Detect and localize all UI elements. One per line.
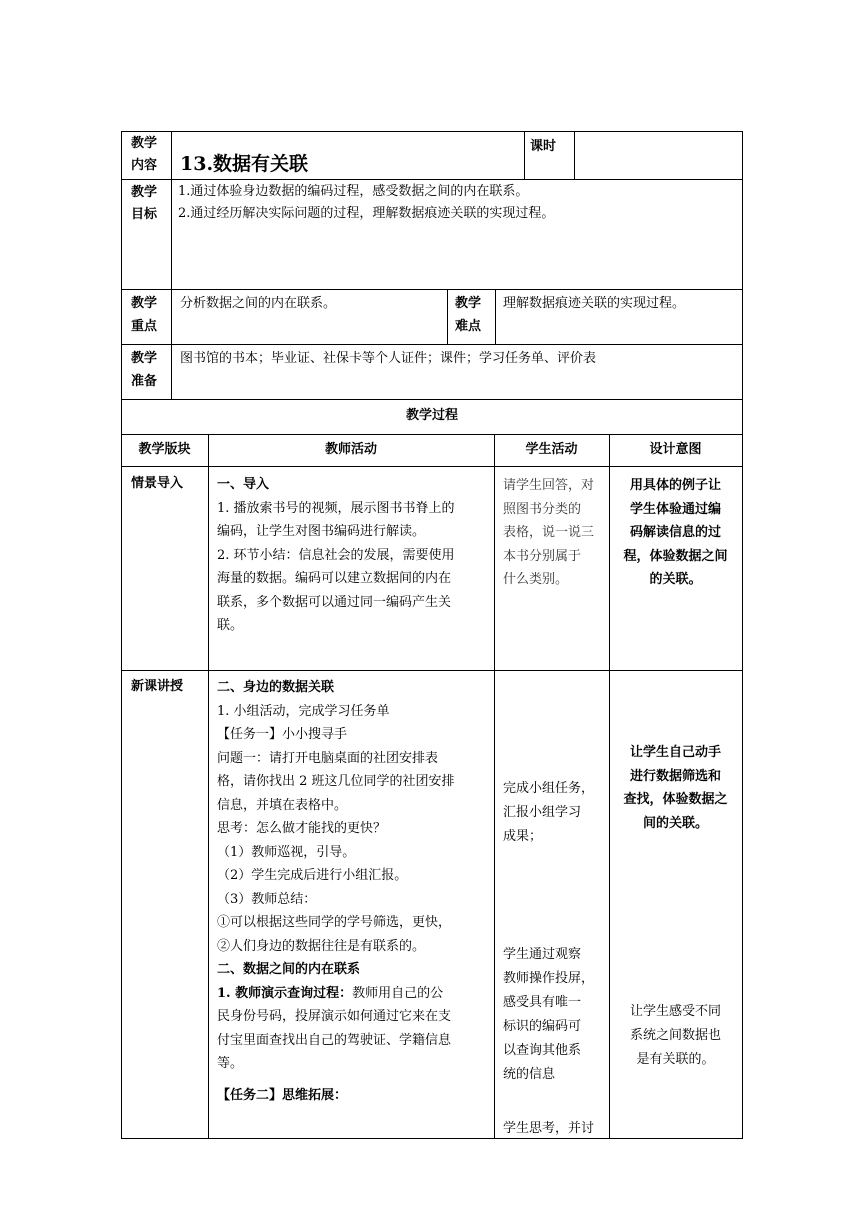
design-intent-intro: 用具体的例子让 学生体验通过编 码解读信息的过 程，体验数据之间 的关联。	[623, 478, 728, 587]
preparation-label: 教学	[131, 351, 158, 366]
difficulty-label: 难点	[455, 319, 482, 334]
student-activity-new-lesson-a: 完成小组任务， 汇报小组学习 成果；	[503, 781, 595, 844]
table-rule	[494, 434, 495, 1138]
column-header-teacher: 教师活动	[324, 442, 377, 457]
key-points-label: 重点	[131, 319, 158, 334]
objective-line: 2.通过经历解决实际问题的过程，理解数据痕迹关联的实现过程。	[178, 206, 555, 221]
table-border-left	[121, 131, 122, 1139]
preparation-label: 准备	[131, 374, 158, 389]
period-label: 课时	[530, 139, 557, 154]
content-label: 内容	[131, 158, 158, 173]
difficulty-text: 理解数据痕迹关联的实现过程。	[503, 296, 686, 311]
table-rule	[121, 466, 743, 467]
table-border-right	[742, 131, 743, 1139]
key-points-text: 分析数据之间的内在联系。	[180, 296, 337, 311]
key-points-label: 教学	[131, 296, 158, 311]
objectives-label: 教学	[131, 185, 158, 200]
section-name-intro: 情景导入	[131, 476, 184, 491]
design-intent-new-lesson-b: 让学生感受不同 系统之间数据也 是有关联的。	[629, 1004, 721, 1067]
objectives-label: 目标	[131, 207, 158, 222]
column-header-intent: 设计意图	[649, 442, 702, 457]
content-label: 教学	[131, 136, 158, 151]
table-rule	[121, 344, 743, 345]
table-rule	[121, 179, 743, 180]
design-intent-new-lesson-a: 让学生自己动手 进行数据筛选和 查找，体验数据之 间的关联。	[623, 745, 728, 831]
column-header-section: 教学版块	[138, 442, 191, 457]
student-activity-new-lesson-c: 学生思考，并讨	[503, 1121, 595, 1136]
objective-line: 1.通过体验身边数据的编码过程，感受数据之间的内在联系。	[178, 184, 529, 199]
teacher-activity-new-lesson: 二、身边的数据关联 1. 小组活动，完成学习任务单 【任务一】小小搜寻手 问题一：请打开电脑桌面的社团安排表 格，请你找出 2 班这几位同学的社团安排 信息，并填在表格中。 思考：怎么做才能找的更快？ （1）教师巡视，引导。 （2）学生完成后进行小组汇报。 （3）教师总结： ①可以根据这些同学的学号筛选，更快， ②人们身边的数据往往是有联系的。 二、数据之间的内在联系 1. 教师演示查询过程：教师用自己的公 民身份号码，投屏演示如何通过它来在支 付宝里面查找出自己的驾驶证、学籍信息 等。 【任务二】思维拓展：	[217, 680, 455, 1103]
table-rule	[121, 670, 743, 671]
table-rule	[121, 289, 743, 290]
table-rule	[524, 131, 525, 179]
lesson-title: 13.数据有关联	[180, 153, 309, 175]
table-rule	[171, 131, 172, 399]
difficulty-label: 教学	[455, 296, 482, 311]
table-rule	[121, 434, 743, 435]
table-rule	[447, 289, 448, 344]
student-activity-new-lesson-b: 学生通过观察 教师操作投屏， 感受具有唯一 标识的编码可 以查询其他系 统的信息	[503, 947, 595, 1082]
process-title: 教学过程	[405, 408, 458, 423]
table-border-bottom	[121, 1138, 743, 1139]
table-rule	[574, 131, 575, 179]
teacher-activity-intro: 一、导入 1. 播放索书号的视频，展示图书书脊上的 编码，让学生对图书编码进行解读。 2. 环节小结：信息社会的发展，需要使用 海量的数据。编码可以建立数据间的内在 联系，多个数据可以通过同一编码产生关 联。	[217, 477, 455, 633]
table-rule	[495, 289, 496, 344]
student-activity-intro: 请学生回答，对 照图书分类的 表格，说一说三 本书分别属于 什么类别。	[503, 478, 595, 587]
table-rule	[208, 434, 209, 1138]
preparation-text: 图书馆的书本；毕业证、社保卡等个人证件；课件；学习任务单、评价表	[180, 351, 597, 366]
table-rule	[121, 399, 743, 400]
column-header-student: 学生活动	[525, 442, 578, 457]
table-border-top	[121, 131, 743, 132]
section-name-new-lesson: 新课讲授	[131, 679, 184, 694]
